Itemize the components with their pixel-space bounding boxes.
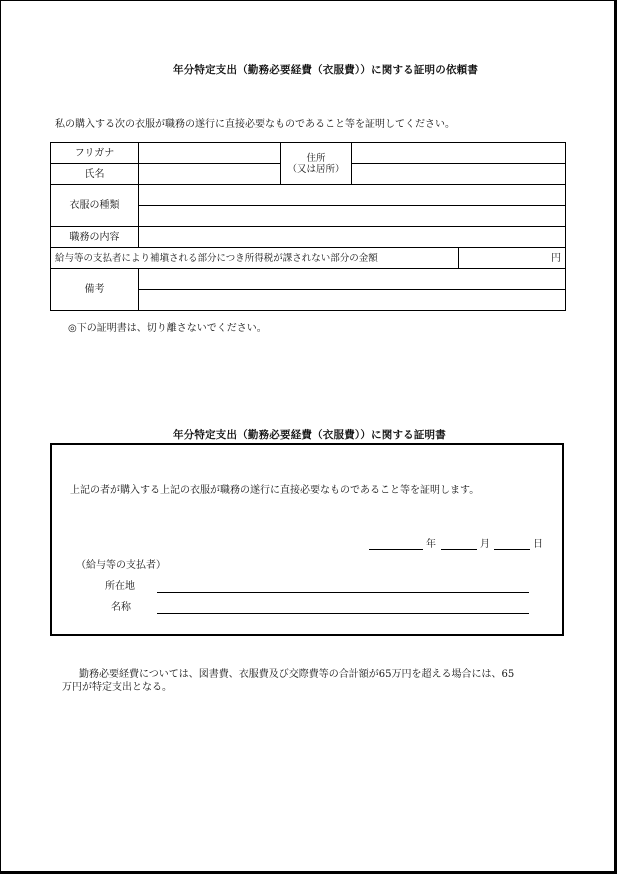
yen-unit: 円 — [551, 252, 561, 264]
compensated-amount-field[interactable] — [459, 248, 566, 269]
remarks-label: 備考 — [51, 269, 139, 311]
footnote — [62, 668, 514, 694]
clothing-row-1 — [51, 185, 566, 206]
address-label-line2: （又は居所） — [287, 163, 345, 175]
certificate-title: 年分特定支出（勤務必要経費（衣服費））に関する証明書 — [173, 429, 446, 441]
year-label: 年 — [426, 539, 436, 550]
clothing-type-label: 衣服の種類 — [51, 185, 139, 227]
day-label: 日 — [533, 539, 543, 550]
month-label: 月 — [480, 539, 490, 550]
name-label: 氏名 — [51, 164, 139, 185]
duty-content-label: 職務の内容 — [51, 227, 139, 248]
name-label-cert: 名称 — [111, 602, 131, 613]
request-title: 年分特定支出（勤務必要経費（衣服費））に関する証明の依頼書 — [173, 64, 479, 76]
address-label — [281, 143, 352, 185]
footnote-line2: 万円が特定支出となる。 — [62, 682, 172, 693]
payer-label: （給与等の支払者） — [76, 560, 166, 571]
footnote-line1: 勤務必要経費については、図書費、衣服費及び交際費等の合計額が65万円を超える場合には、65 — [79, 669, 515, 680]
clothing-type-field-1[interactable] — [139, 185, 566, 206]
address-field-line1[interactable] — [352, 143, 566, 164]
remarks-field-1[interactable] — [139, 269, 566, 290]
location-label: 所在地 — [105, 581, 135, 592]
year-blank[interactable] — [369, 549, 423, 550]
name-blank[interactable] — [157, 613, 529, 614]
day-blank[interactable] — [494, 549, 530, 550]
compensated-row — [51, 248, 566, 269]
certificate-statement: 上記の者が購入する上記の衣服が職務の遂行に直接必要なものであること等を証明します。 — [70, 485, 480, 496]
detach-notice: ◎下の証明書は、切り離さないでください。 — [68, 323, 267, 334]
remarks-field-2[interactable] — [139, 290, 566, 311]
name-field[interactable] — [139, 164, 281, 185]
remarks-row-1 — [51, 269, 566, 290]
request-intro: 私の購入する次の衣服が職務の遂行に直接必要なものであること等を証明してください。 — [55, 119, 455, 130]
duty-content-field[interactable] — [139, 227, 566, 248]
location-blank[interactable] — [157, 592, 529, 593]
furigana-field[interactable] — [139, 143, 281, 164]
furigana-row — [51, 143, 566, 164]
compensated-amount-label: 給与等の支払者により補塡される部分につき所得税が課されない部分の金額 — [51, 248, 459, 269]
month-blank[interactable] — [441, 549, 477, 550]
clothing-type-field-2[interactable] — [139, 206, 566, 227]
address-label-line1: 住所 — [306, 152, 326, 164]
address-field-line2[interactable] — [352, 164, 566, 185]
furigana-label: フリガナ — [51, 143, 139, 164]
duty-row — [51, 227, 566, 248]
request-form-table — [50, 142, 566, 311]
